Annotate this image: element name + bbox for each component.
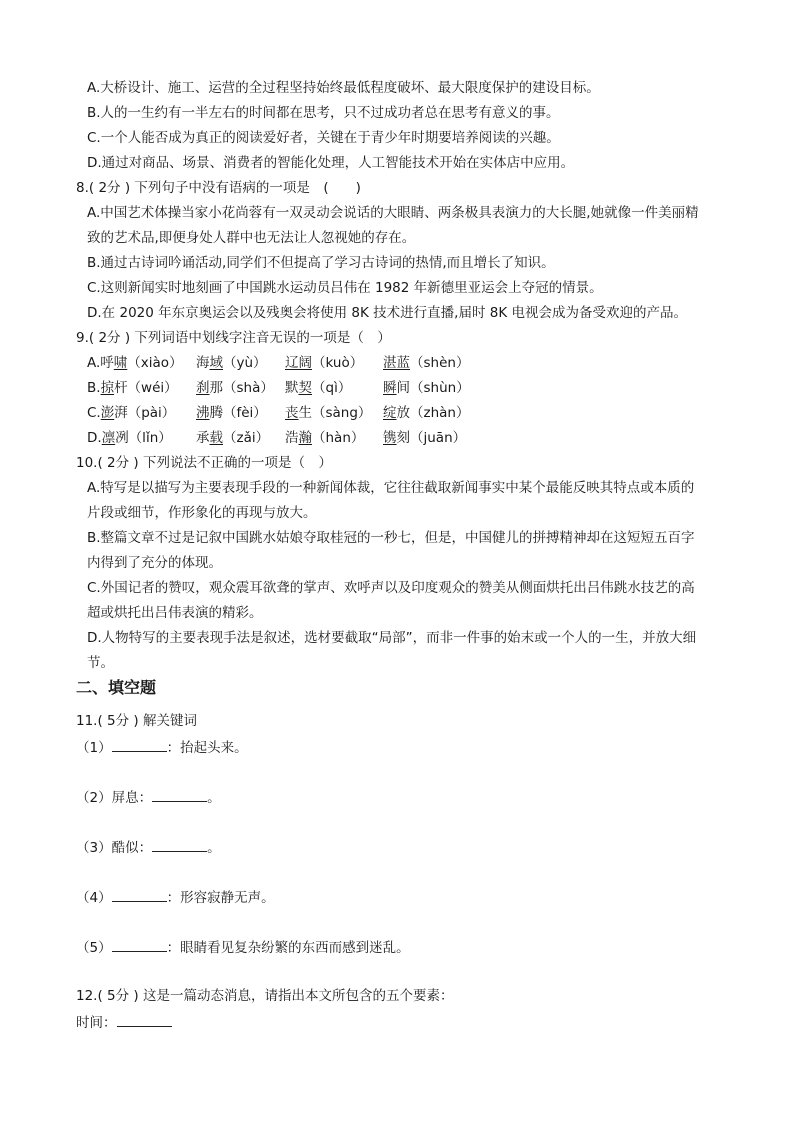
question-9-stem: 9.( 2分 ) 下列词语中划线字注音无误的一项是（ ）: [76, 330, 391, 346]
q11-item: [76, 937, 410, 957]
answer-blank[interactable]: [112, 887, 167, 902]
q9-underlined-char: 绽: [383, 405, 397, 421]
q9-pinyin: 腾（fèi）: [209, 405, 267, 421]
q9-pinyin: 刻（juān）: [396, 430, 467, 446]
q9-underlined-char: 瀚: [298, 430, 312, 446]
q7-option-b: B.人的一生约有一半左右的时间都在思考，只不过成功者总在思考有意义的事。: [87, 105, 560, 121]
question-12-stem: 12.( 5分 ) 这是一篇动态消息，请指出本文所包含的五个要素：: [76, 988, 454, 1004]
q9-pinyin: （xiào）: [127, 355, 183, 371]
q9-underlined-char: 域: [209, 355, 223, 371]
q11-item-term: 酷似：: [111, 840, 153, 856]
answer-blank[interactable]: [112, 937, 167, 952]
q7-option-a: A.大桥设计、施工、运营的全过程坚持始终最低程度破坏、最大限度保护的建设目标。: [87, 80, 600, 96]
q9-pinyin: 冽（lǐn）: [115, 430, 172, 446]
q9-word: [87, 379, 178, 397]
q8-option-a-line2: 致的艺术品,即便身处人群中也无法让人忽视她的存在。: [87, 230, 416, 246]
q9-word: [383, 429, 466, 447]
q9-pinyin: 杆（wéi）: [114, 380, 178, 396]
q10-option-d-line1: D.人物特写的主要表现手法是叙述，选材要截取“局部”，而非一件事的始末或一个人的一生，并放大细: [87, 630, 697, 646]
q11-item-number: （4）: [76, 890, 112, 906]
q11-item-number: （3）: [76, 840, 112, 856]
q9-word: [383, 379, 470, 397]
question-11-stem: 11.( 5分 ) 解关键词: [76, 713, 197, 729]
question-8-stem: 8.( 2分 ) 下列句子中没有语病的一项是 ( ): [76, 180, 361, 196]
q9-pinyin: 湃（pài）: [114, 405, 176, 421]
q9-option-label: C.: [87, 405, 101, 421]
q11-item: [76, 887, 275, 907]
q9-underlined-char: 丧: [285, 405, 299, 421]
q11-item-definition: 。: [207, 840, 221, 856]
q10-option-b-line2: 内得到了充分的体现。: [87, 555, 222, 571]
q9-pinyin: 那（shà）: [209, 380, 274, 396]
q11-item-number: （1）: [76, 740, 112, 756]
q11-item: [76, 837, 221, 857]
q8-option-a-line1: A.中国艺术体操当家小花尚蓉有一双灵动会说话的大眼睛、两条极具表演力的大长腿,她就像一件美丽精: [87, 205, 699, 221]
q9-pinyin: （hàn）: [312, 430, 365, 446]
q8-option-d: D.在 2020 年东京奥运会以及残奥会将使用 8K 技术进行直播,届时 8K 电视会成为备受欢迎的产品。: [87, 305, 687, 321]
q11-item-definition: ：眼睛看见复杂纷繁的东西而感到迷乱。: [166, 940, 410, 956]
q9-underlined-char: 沸: [196, 405, 210, 421]
q9-underlined-char: 载: [209, 430, 223, 446]
q7-option-d: D.通过对商品、场景、消费者的智能化处理，人工智能技术开始在实体店中应用。: [87, 155, 575, 171]
q11-item-number: （2）: [76, 790, 112, 806]
q10-option-c-line2: 超或烘托出吕伟表演的精彩。: [87, 605, 263, 621]
q9-word: [285, 429, 364, 447]
section-heading: 二、填空题: [76, 678, 157, 697]
q12-time-label: 时间：: [76, 1015, 117, 1031]
q9-option-label: A.: [87, 355, 101, 371]
q9-word: [285, 379, 351, 397]
q9-pinyin: （shèn）: [410, 355, 470, 371]
q11-item: [76, 787, 221, 807]
q9-underlined-char: 镌: [383, 430, 397, 446]
q10-option-d-line2: 节。: [87, 655, 114, 671]
q10-option-b-line1: B.整篇文章不过是记叙中国跳水姑娘夺取桂冠的一秒七，但是，中国健儿的拼搏精神却在这短短五百字: [87, 530, 695, 546]
answer-blank[interactable]: [152, 787, 207, 802]
q9-underlined-char: 辽阔: [285, 355, 312, 371]
q9-pinyin: （kuò）: [312, 355, 364, 371]
q10-option-c-line1: C.外国记者的赞叹，观众震耳欲聋的掌声、欢呼声以及印度观众的赞美从侧面烘托出吕伟跳水技艺的高: [87, 580, 695, 596]
q11-item-definition: ：形容寂静无声。: [166, 890, 275, 906]
q9-underlined-char: 契: [298, 380, 312, 396]
answer-blank[interactable]: [112, 737, 167, 752]
q9-word-text: 海: [196, 355, 210, 371]
q9-word: [196, 354, 267, 372]
q9-word: [383, 354, 469, 372]
q9-word: [87, 429, 172, 447]
q11-item-definition: ：抬起头来。: [166, 740, 248, 756]
q11-item: [76, 737, 248, 757]
q9-underlined-char: 湛蓝: [383, 355, 410, 371]
q9-pinyin: 间（shùn）: [396, 380, 470, 396]
q9-word: [87, 404, 175, 422]
q9-pinyin: 放（zhàn）: [396, 405, 470, 421]
q9-underlined-char: 掠: [100, 380, 115, 396]
q9-word: [196, 379, 274, 397]
q11-item-term: 屏息：: [111, 790, 153, 806]
q11-item-number: （5）: [76, 940, 112, 956]
answer-blank[interactable]: [152, 837, 207, 852]
q9-word-text: 承: [196, 430, 210, 446]
q9-option-label: D.: [87, 430, 102, 446]
q8-option-c: C.这则新闻实时地刻画了中国跳水运动员吕伟在 1982 年新德里亚运会上夺冠的情景。: [87, 280, 603, 296]
q9-word-text: 浩: [285, 430, 299, 446]
answer-blank[interactable]: [117, 1012, 172, 1027]
q9-word: [285, 354, 363, 372]
q9-option-label: B.: [87, 380, 101, 396]
q9-underlined-char: 瞬: [383, 380, 397, 396]
q9-word: [383, 404, 469, 422]
q9-pinyin: （yù）: [223, 355, 267, 371]
q9-underlined-char: 凛: [101, 430, 116, 446]
q9-underlined-char: 澎: [100, 405, 115, 421]
question-10-stem: 10.( 2分 ) 下列说法不正确的一项是（ ）: [76, 455, 332, 471]
q9-underlined-char: 刹: [196, 380, 210, 396]
q9-pinyin: 生（sàng）: [298, 405, 372, 421]
q9-pinyin: （zǎi）: [223, 430, 270, 446]
q10-option-a-line2: 片段或细节，作形象化的再现与放大。: [87, 505, 317, 521]
q9-word: [87, 354, 183, 372]
q12-time-line: [76, 1012, 172, 1032]
q9-word-text: 默: [285, 380, 299, 396]
q9-underlined-char: 啸: [113, 355, 128, 371]
q11-item-definition: 。: [207, 790, 221, 806]
q8-option-b: B.通过古诗词吟诵活动,同学们不但提高了学习古诗词的热情,而且增长了知识。: [87, 255, 555, 271]
q9-word: [196, 429, 269, 447]
q9-word: [196, 404, 267, 422]
q7-option-c: C.一个人能否成为真正的阅读爱好者，关键在于青少年时期要培养阅读的兴趣。: [87, 130, 560, 146]
q9-word-text: 呼: [100, 355, 114, 371]
q9-pinyin: （qì）: [312, 380, 352, 396]
q9-word: [285, 404, 371, 422]
q10-option-a-line1: A.特写是以描写为主要表现手段的一种新闻体裁，它往往截取新闻事实中某个最能反映其特点或本质的: [87, 480, 695, 496]
